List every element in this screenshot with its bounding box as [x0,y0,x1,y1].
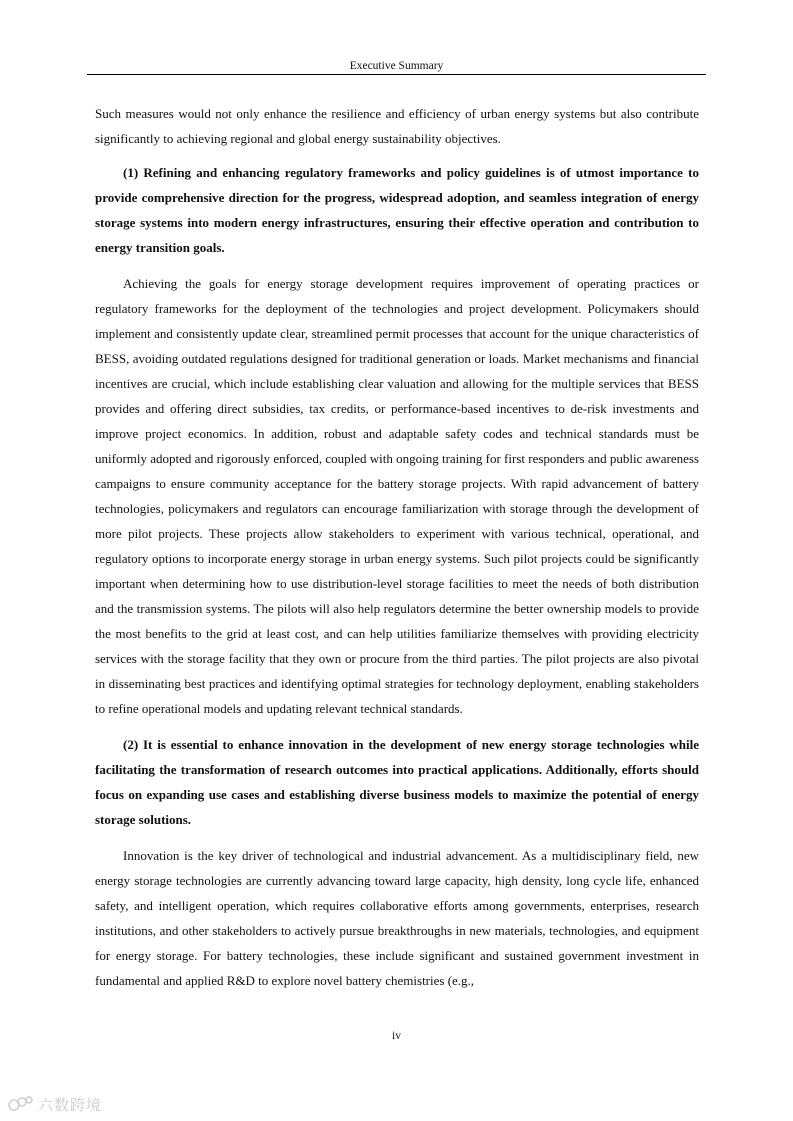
recommendation-heading-1: (1) Refining and enhancing regulatory frameworks and policy guidelines is of utmost importance to provide comprehensive direction for the progress, widespread adoption, and seamless integration of energy storage systems into modern energy infrastructures, ensuring their effective operation and contribution to energy transition goals. [95,165,699,255]
paragraph-innovation: Innovation is the key driver of technological and industrial advancement. As a multidisciplinary field, new energy storage technologies are currently advancing toward large capacity, high density, long cycle life, enhanced safety, and intelligent operation, which requires collaborative efforts among governments, enterprises, research institutions, and other stakeholders to actively pursue breakthroughs in new materials, technologies, and equipment for energy storage. For battery technologies, these include significant and sustained government investment in fundamental and applied R&D to explore novel battery chemistries (e.g., [95,848,699,988]
page-header [87,58,706,75]
page-number [0,1030,793,1042]
logo-icon [8,1095,34,1113]
document-body [95,101,699,1004]
paragraph-continuation: Such measures would not only enhance the resilience and efficiency of urban energy systems but also contribute significantly to achieving regional and global energy sustainability objectives. [95,106,699,146]
recommendation-heading-2: (2) It is essential to enhance innovation in the development of new energy storage technologies while facilitating the transformation of research outcomes into practical applications. Additionally, efforts should focus on expanding use cases and establishing diverse business models to maximize the potential of energy storage solutions. [95,737,699,827]
page-number-text: iv [392,1030,401,1042]
watermark [8,1093,102,1115]
paragraph-regulatory: Achieving the goals for energy storage development requires improvement of operating practices or regulatory frameworks for the deployment of the technologies and project development. Policymakers should implement and consistently update clear, streamlined permit processes that account for the unique characteristics of BESS, avoiding outdated regulations designed for traditional generation or loads. Market mechanisms and financial incentives are crucial, which include establishing clear valuation and allowing for the multiple services that BESS provides and offering direct subsidies, tax credits, or performance-based incentives to de-risk investments and improve project economics. In addition, robust and adaptable safety codes and technical standards must be uniformly adopted and rigorously enforced, coupled with ongoing training for first responders and public awareness campaigns to ensure community acceptance for the battery storage projects. With rapid advancement of battery technologies, policymakers and regulators can encourage familiarization with storage through the development of more pilot projects. These projects allow stakeholders to experiment with various technical, operational, and regulatory options to incorporate energy storage in urban energy systems. Such pilot projects could be significantly important when determining how to use distribution-level storage facilities to meet the needs of both distribution and the transmission systems. The pilots will also help regulators determine the better ownership models to provide the most benefits to the grid at least cost, and can help utilities familiarize themselves with providing electricity services with the storage facility that they own or procure from the third parties. The pilot projects are also pivotal in disseminating best practices and identifying optimal strategies for technology deployment, enabling stakeholders to refine operational models and updating relevant technical standards. [95,276,699,716]
watermark-text: 六数跨境 [38,1095,103,1114]
header-title: Executive Summary [349,60,444,72]
